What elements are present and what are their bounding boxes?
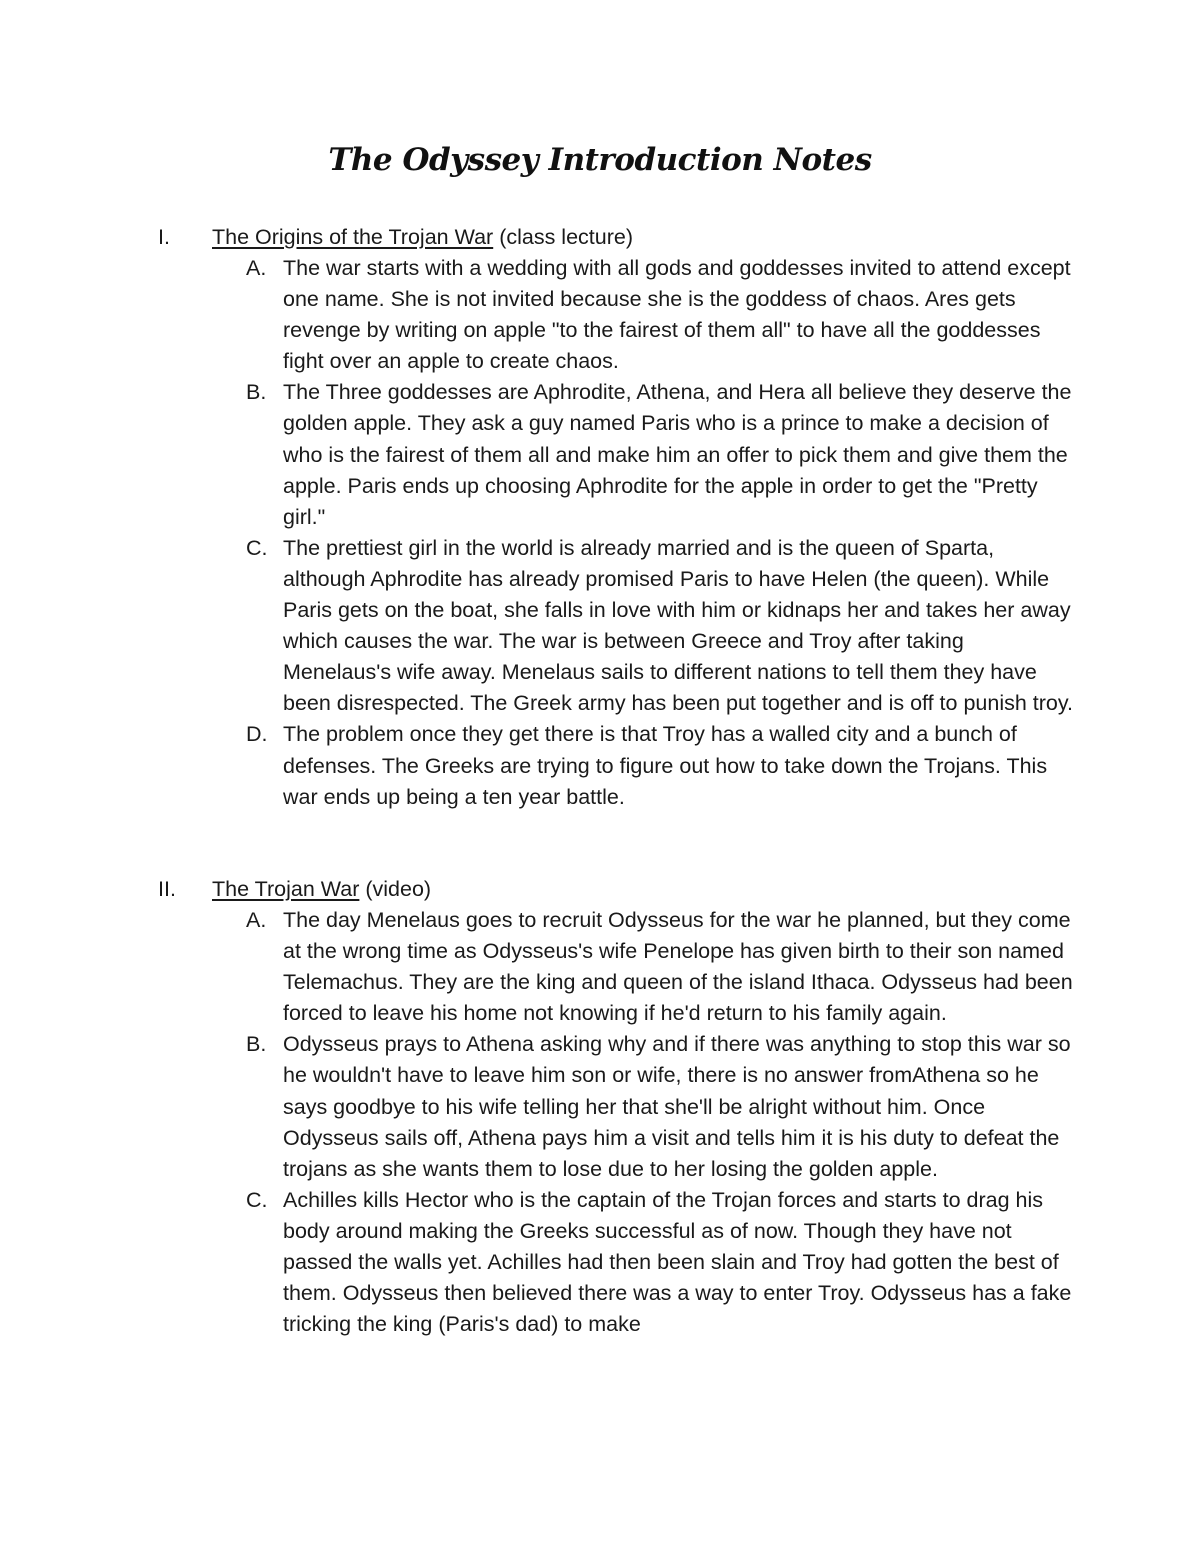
section-heading: [0, 874, 1200, 905]
list-item: [0, 1185, 1200, 1340]
item-letter: A.: [246, 256, 267, 280]
section-numeral: I.: [158, 225, 170, 249]
item-text: The war starts with a wedding with all gods and goddesses invited to attend except one name. She is not invited because she is the goddess of chaos. Ares gets revenge by writing on apple "to the fairest of them all" to have all the goddesses fight over an apple to create chaos.: [283, 256, 1071, 374]
section-heading: [0, 222, 1200, 253]
item-letter: B.: [246, 380, 267, 405]
item-text: The day Menelaus goes to recruit Odysseus for the war he planned, but they come at the wrong time as Odysseus's wife Penelope has given birth to their son named Telemachus. They are the king and queen of the island Ithaca. Odysseus had been forced to leave his home not knowing if he'd return to his family again.: [283, 908, 1073, 1026]
item-text: Odysseus prays to Athena asking why and if there was anything to stop this war so he wouldn't have to leave him son or wife, there is no answer fromAthena so he says goodbye to his wife telling her that she'll be alright without him. Once Odysseus sails off, Athena pays him a visit and tells him it is his duty to defeat the trojans as she wants them to lose due to her losing the golden apple.: [283, 1032, 1071, 1181]
item-letter: C.: [246, 535, 268, 560]
section-note: (video): [365, 877, 432, 901]
section-title: The Trojan War: [212, 877, 360, 901]
list-item: [0, 1029, 1200, 1184]
section-trojan-war: [0, 874, 1200, 1340]
list-item: [0, 377, 1200, 532]
list-item: [0, 905, 1200, 1029]
item-text: The Three goddesses are Aphrodite, Athena, and Hera all believe they deserve the golden apple. They ask a guy named Paris who is a prince to make a decision of who is the fairest of them all and make him an offer to pick them and give them the apple. Paris ends up choosing Aphrodite for the apple in order to get the "Pretty girl.": [283, 380, 1072, 529]
section-title: The Origins of the Trojan War: [212, 225, 494, 249]
list-item: [0, 719, 1200, 812]
section-note: (class lecture): [499, 225, 633, 249]
section-numeral: II.: [158, 877, 176, 901]
section-origins-of-trojan-war: [0, 222, 1200, 813]
list-item: [0, 533, 1200, 720]
item-letter: D.: [246, 722, 268, 747]
item-letter: C.: [246, 1187, 268, 1212]
item-letter: B.: [246, 1032, 267, 1057]
document-title: The Odyssey Introduction Notes: [328, 142, 872, 178]
item-text: The prettiest girl in the world is already married and is the queen of Sparta, although Aphrodite has already promised Paris to have Helen (the queen). While Paris gets on the boat, she falls in love with him or kidnaps her and takes her away which causes the war. The war is between Greece and Troy after taking Menelaus's wife away. Menelaus sails to different nations to tell them they have been disrespected. The Greek army has been put together and is off to punish troy.: [283, 535, 1074, 716]
item-letter: A.: [246, 908, 267, 932]
list-item: [0, 253, 1200, 377]
item-text: The problem once they get there is that Troy has a walled city and a bunch of defenses. The Greeks are trying to figure out how to take down the Trojans. This war ends up being a ten year battle.: [283, 722, 1048, 809]
item-text: Achilles kills Hector who is the captain of the Trojan forces and starts to drag his body around making the Greeks successful as of now. Though they have not passed the walls yet. Achilles had then been slain and Troy had gotten the best of them. Odysseus then believed there was a way to enter Troy. Odysseus has a fake tricking the king (Paris's dad) to make: [283, 1187, 1072, 1337]
